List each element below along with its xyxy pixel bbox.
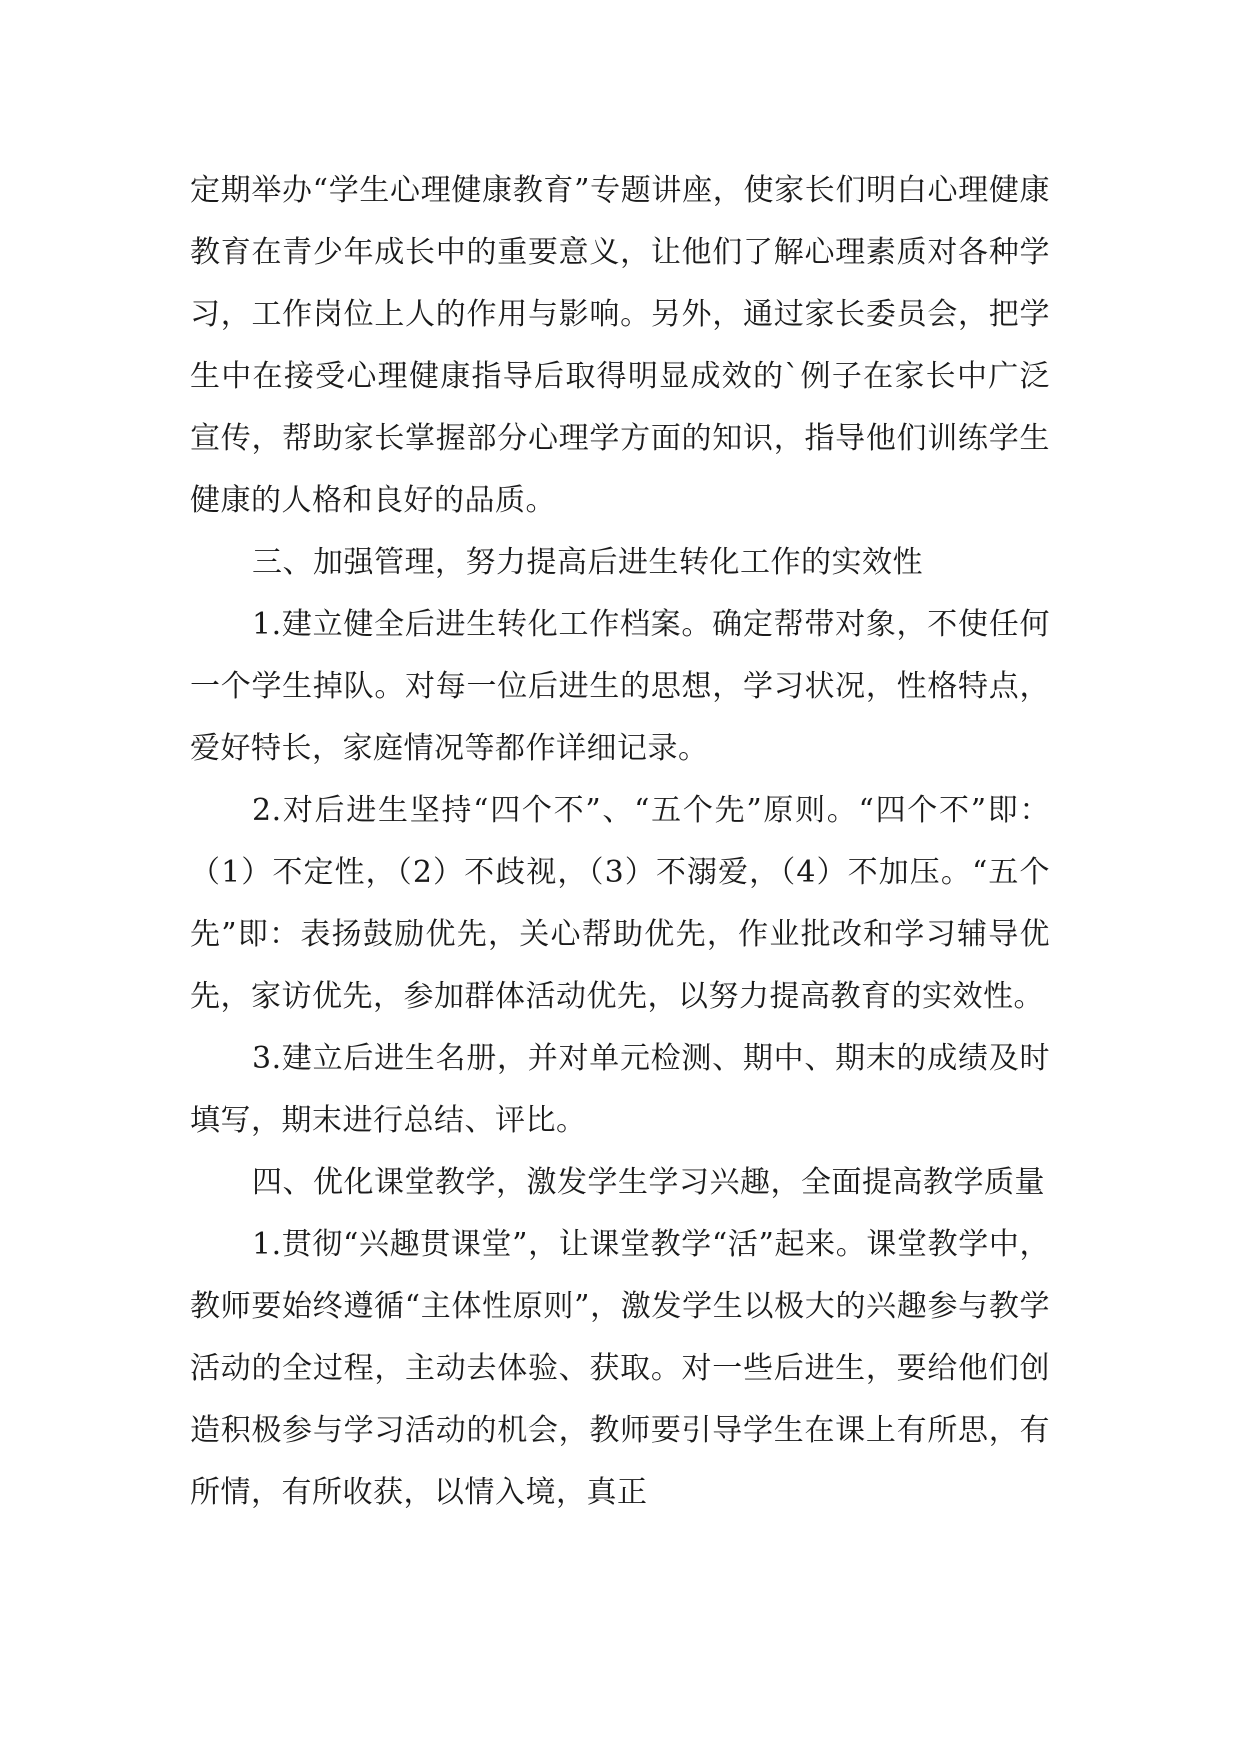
paragraph-item-1-archive: 1.建立健全后进生转化工作档案。确定帮带对象，不使任何一个学生掉队。对每一位后进生的思想，学习状况，性格特点，爱好特长，家庭情况等都作详细记录。 <box>190 607 1050 766</box>
document-body <box>190 160 1050 1524</box>
section-heading-four: 四、优化课堂教学，激发学生学习兴趣，全面提高教学质量 <box>252 1165 1045 1200</box>
paragraph-item-2-principles: 2.对后进生坚持“四个不”、“五个先”原则。“四个不”即：（1）不定性，（2）不歧视，（3）不溺爱，（4）不加压。“五个先”即：表扬鼓励优先，关心帮助优先，作业批改和学习辅导优先，家访优先，参加群体活动优先，以努力提高教育的实效性。 <box>190 793 1050 1014</box>
paragraph-parent-lectures: 定期举办“学生心理健康教育”专题讲座，使家长们明白心理健康教育在青少年成长中的重要意义，让他们了解心理素质对各种学习，工作岗位上人的作用与影响。另外，通过家长委员会，把学生中在接受心理健康指导后取得明显成效的`例子在家长中广泛宣传，帮助家长掌握部分心理学方面的知识，指导他们训练学生健康的人格和良好的品质。 <box>190 173 1050 518</box>
paragraph-item-1-interest: 1.贯彻“兴趣贯课堂”，让课堂教学“活”起来。课堂教学中，教师要始终遵循“主体性原则”，激发学生以极大的兴趣参与教学活动的全过程，主动去体验、获取。对一些后进生，要给他们创造积极参与学习活动的机会，教师要引导学生在课上有所思，有所情，有所收获，以情入境，真正 <box>190 1227 1050 1510</box>
section-heading-three: 三、加强管理，努力提高后进生转化工作的实效性 <box>252 545 923 580</box>
paragraph-item-3-register: 3.建立后进生名册，并对单元检测、期中、期末的成绩及时填写，期末进行总结、评比。 <box>190 1041 1050 1138</box>
